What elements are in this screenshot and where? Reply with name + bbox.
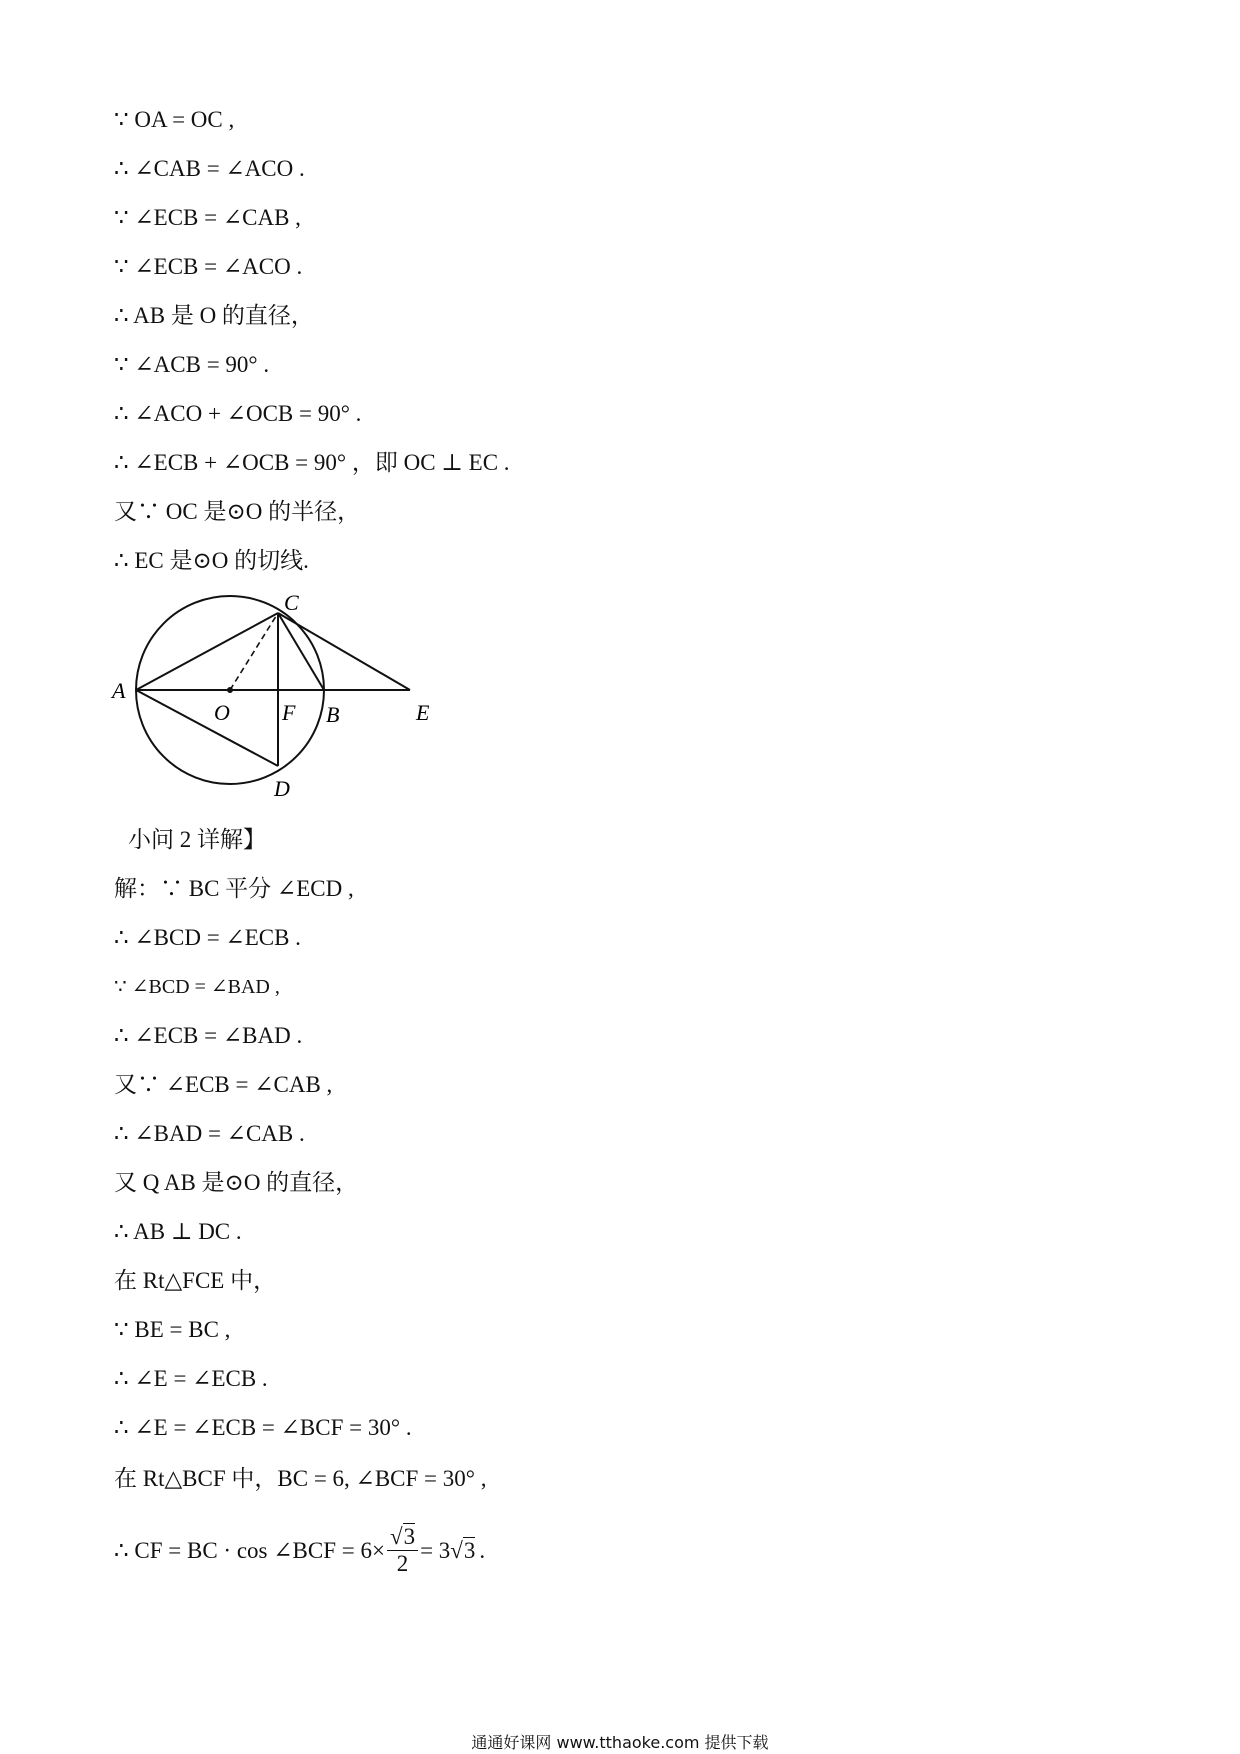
solution-line-7: 又 Q AB 是⊙O 的直径， — [114, 1170, 359, 1195]
sqrt-sign: √ — [450, 1537, 463, 1563]
solution-line-11: ∴ ∠E = ∠ECB . — [114, 1366, 268, 1391]
segment-ac — [136, 613, 278, 690]
label-b: B — [326, 702, 340, 727]
label-f: F — [282, 700, 296, 725]
solution-line-10: ∵ BE = BC , — [114, 1317, 231, 1342]
segment-ad — [136, 690, 278, 766]
final-formula-prefix: ∴ CF = BC · cos ∠BCF = 6× — [114, 1537, 385, 1563]
final-formula-coeff: = 3 — [420, 1537, 451, 1563]
section-heading: 小问 2 详解】 — [128, 827, 266, 852]
fraction-denominator: 2 — [396, 1551, 409, 1576]
solution-line-3: ∵ ∠BCD = ∠BAD , — [114, 976, 280, 998]
proof-line-6: ∵ ∠ACB = 90° . — [114, 352, 270, 377]
proof-line-7: ∴ ∠ACO + ∠OCB = 90° . — [114, 401, 362, 426]
proof-line-10: ∴ EC 是⊙O 的切线. — [114, 548, 309, 573]
center-point-o — [227, 687, 233, 693]
solution-line-6: ∴ ∠BAD = ∠CAB . — [114, 1121, 305, 1146]
segment-oc-dashed — [230, 613, 278, 690]
label-c: C — [284, 590, 299, 615]
final-formula-line — [114, 1524, 485, 1577]
proof-line-2: ∴ ∠CAB = ∠ACO . — [114, 156, 305, 181]
fraction-sqrt3-over-2 — [387, 1524, 418, 1577]
segment-ce — [278, 613, 410, 690]
final-period: . — [479, 1537, 486, 1563]
solution-line-4: ∴ ∠ECB = ∠BAD . — [114, 1023, 303, 1048]
numerator-radicand: 3 — [403, 1524, 416, 1549]
solution-line-12: ∴ ∠E = ∠ECB = ∠BCF = 30° . — [114, 1415, 412, 1440]
solution-line-1: 解：∵ BC 平分 ∠ECD , — [114, 876, 354, 901]
solution-line-9: 在 Rt△FCE 中， — [114, 1268, 277, 1293]
solution-line-5: 又∵ ∠ECB = ∠CAB , — [114, 1072, 333, 1097]
solution-line-2: ∴ ∠BCD = ∠ECB . — [114, 925, 301, 950]
proof-line-4: ∵ ∠ECB = ∠ACO . — [114, 254, 303, 279]
proof-line-1: ∵ OA = OC , — [114, 107, 235, 132]
geometry-figure — [110, 582, 450, 807]
proof-line-3: ∵ ∠ECB = ∠CAB , — [114, 205, 301, 230]
label-d: D — [274, 776, 290, 801]
solution-line-8: ∴ AB ⊥ DC . — [114, 1219, 242, 1244]
proof-line-9: 又∵ OC 是⊙O 的半径， — [114, 499, 361, 524]
final-radicand: 3 — [463, 1538, 476, 1563]
proof-line-8: ∴ ∠ECB + ∠OCB = 90° ，即 OC ⊥ EC . — [114, 450, 510, 475]
page-footer: 通通好课网 www.tthaoke.com 提供下载 — [471, 1733, 769, 1752]
label-o: O — [214, 700, 230, 725]
label-a: A — [112, 678, 126, 703]
fraction-numerator: √3 — [387, 1524, 418, 1551]
label-e: E — [416, 700, 430, 725]
solution-line-13: 在 Rt△BCF 中，BC = 6, ∠BCF = 30° , — [114, 1466, 487, 1491]
proof-line-5: ∴ AB 是 O 的直径， — [114, 303, 314, 328]
segment-cb — [278, 613, 324, 690]
